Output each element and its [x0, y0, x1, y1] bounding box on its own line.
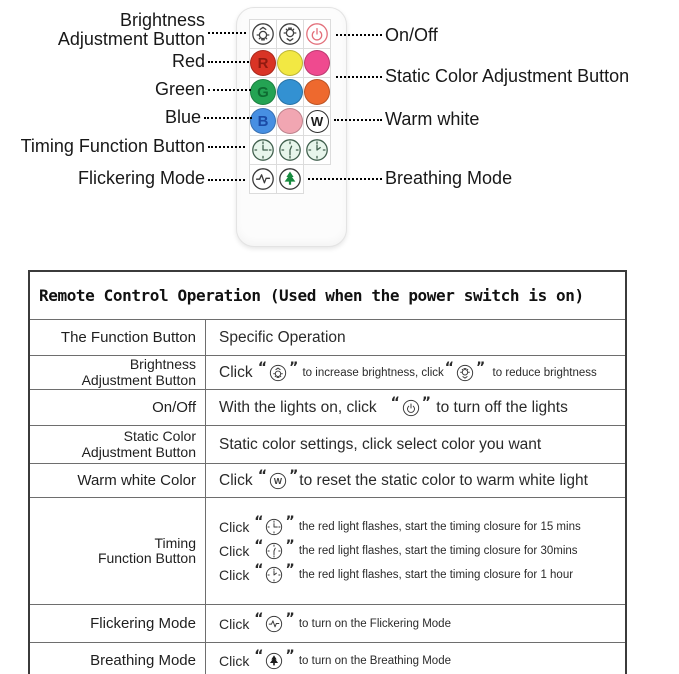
operation-line — [219, 433, 625, 457]
operation-text: Click — [219, 471, 257, 489]
operation-cell — [205, 464, 625, 497]
operation-line — [219, 469, 625, 493]
remote-button-pink — [276, 106, 304, 136]
operation-text: the red light flashes, start the timing closure for 30mins — [295, 545, 578, 557]
quote-mark: ” — [285, 514, 295, 530]
connector-blue — [204, 117, 252, 119]
table-row-breathing — [30, 642, 625, 674]
operation-text: Click — [219, 543, 254, 559]
annotation-breathing — [385, 169, 512, 188]
button-letter: R — [257, 54, 269, 72]
operation-line — [219, 539, 625, 563]
operation-text: With the lights on, click — [219, 398, 390, 416]
connector-onoff — [336, 34, 382, 36]
function-label-line: Static Color — [123, 428, 196, 444]
function-cell — [30, 426, 205, 463]
quote-mark: ” — [421, 394, 431, 411]
remote-button-timer-30 — [276, 135, 304, 165]
operation-text: Click — [219, 615, 254, 632]
annotation-line: Blue — [164, 107, 201, 127]
pink-button-face — [277, 108, 303, 134]
remote-button-flicker — [249, 164, 277, 194]
operation-line — [219, 563, 625, 587]
operation-text: Click — [219, 567, 254, 583]
table-title: Remote Control Operation (Used when the power switch is on) — [39, 286, 584, 305]
operation-line — [219, 612, 625, 636]
operation-text: to reduce brightness — [486, 366, 597, 379]
quote-mark: “ — [257, 359, 268, 376]
operation-text: Static color settings, click select color you want — [219, 435, 542, 453]
clock-30-icon — [278, 138, 302, 162]
quote-mark: “ — [254, 514, 264, 530]
table-row-header — [30, 319, 625, 355]
quote-mark: “ — [254, 647, 264, 664]
annotation-flickering — [78, 169, 205, 188]
remote-button-orange — [303, 77, 331, 107]
quote-mark: “ — [254, 610, 264, 627]
operation-text: to increase brightness, click — [299, 366, 444, 379]
function-label-line: Flickering Mode — [90, 614, 196, 632]
remote-button-tree — [276, 164, 304, 194]
clock-15-icon — [251, 138, 275, 162]
function-label-line: On/Off — [152, 398, 196, 416]
function-cell — [30, 390, 205, 425]
function-label-line: The Function Button — [60, 328, 196, 346]
quote-mark: ” — [285, 647, 295, 664]
remote-button-timer-15 — [249, 135, 277, 165]
svg-text:W: W — [274, 475, 283, 486]
annotation-line: Timing Function Button — [20, 136, 205, 156]
function-cell — [30, 498, 205, 604]
function-label-line: Function Button — [97, 550, 196, 566]
annotation-line: Flickering Mode — [77, 168, 205, 188]
red-button-face — [250, 50, 276, 76]
quote-mark: “ — [444, 359, 454, 376]
quote-mark: ” — [285, 610, 295, 627]
operation-line — [219, 396, 625, 420]
remote-button-magenta — [303, 48, 331, 78]
quote-mark: ” — [289, 359, 299, 376]
annotation-timing — [21, 137, 205, 156]
operation-text: to reset the static color to warm white light — [299, 471, 588, 489]
magenta-button-face — [304, 50, 330, 76]
annotation-line: Adjustment Button — [57, 29, 205, 49]
brightness-up-icon — [251, 22, 275, 46]
function-label-line: Breathing Mode — [90, 651, 196, 669]
remote-body — [236, 7, 347, 247]
operation-cell — [205, 605, 625, 642]
brightness-up-icon — [269, 364, 287, 382]
remote-button-brightness-up — [249, 19, 277, 49]
annotation-blue — [165, 108, 201, 127]
brightness-down-icon — [456, 364, 474, 382]
quote-mark: “ — [257, 467, 268, 484]
power-icon — [305, 22, 329, 46]
operation-text: the red light flashes, start the timing closure for 15 mins — [295, 521, 581, 533]
tree-icon — [278, 167, 302, 191]
function-cell — [30, 320, 205, 355]
yellow-button-face — [277, 50, 303, 76]
flicker-icon — [251, 167, 275, 191]
annotation-line: Green — [154, 79, 205, 99]
annotation-brightness — [58, 11, 205, 49]
annotation-line: Brightness — [119, 10, 205, 30]
quote-mark: “ — [390, 394, 400, 411]
function-cell — [30, 605, 205, 642]
function-cell — [30, 356, 205, 389]
flicker-icon — [265, 615, 283, 633]
connector-red — [208, 61, 249, 63]
connector-flickering — [208, 179, 245, 181]
function-cell — [30, 464, 205, 497]
operation-cell — [205, 390, 625, 425]
annotation-onoff — [385, 26, 438, 45]
function-cell — [30, 643, 205, 674]
operation-line — [219, 361, 625, 385]
quote-mark: “ — [254, 538, 264, 554]
annotation-red — [172, 52, 205, 71]
function-label-line: Timing — [154, 534, 196, 551]
quote-mark: ” — [285, 562, 295, 578]
operation-text: the red light flashes, start the timing closure for 1 hour — [295, 569, 574, 581]
annotation-line: Static Color Adjustment Button — [385, 66, 630, 86]
table-row-static — [30, 425, 625, 463]
remote-button-brightness-down — [276, 19, 304, 49]
power-icon — [402, 399, 420, 417]
function-label-line: Adjustment Button — [81, 371, 196, 388]
operation-line — [219, 515, 625, 539]
quote-mark: ” — [289, 467, 299, 484]
clock-60-icon — [265, 566, 283, 584]
connector-warmwhite — [334, 119, 382, 121]
operation-cell — [205, 498, 625, 604]
green-button-face — [250, 79, 276, 105]
azure-button-face — [277, 79, 303, 105]
operation-cell — [205, 426, 625, 463]
button-letter: G — [257, 83, 269, 101]
operation-text: to turn off the lights — [431, 398, 568, 416]
connector-timing — [208, 146, 245, 148]
annotation-line: On/Off — [385, 25, 438, 45]
table-row-timing — [30, 497, 625, 604]
brightness-down-icon — [278, 22, 302, 46]
operation-text: to turn on the Breathing Mode — [295, 654, 451, 667]
connector-static — [336, 76, 382, 78]
warm-white-button-face — [306, 110, 329, 133]
operation-line — [219, 326, 625, 350]
tree-icon — [265, 652, 283, 670]
connector-green — [208, 89, 251, 91]
quote-mark: ” — [285, 538, 295, 554]
operation-text: Click — [219, 519, 254, 535]
function-label-line: Adjustment Button — [81, 443, 196, 460]
operation-table — [28, 270, 627, 674]
quote-mark: ” — [475, 359, 486, 376]
operation-line — [219, 649, 625, 673]
w-circle-icon — [269, 472, 287, 490]
remote-button-red — [249, 48, 277, 78]
operation-cell — [205, 643, 625, 674]
blue-button-face — [250, 108, 276, 134]
clock-15-icon — [265, 518, 283, 536]
remote-button-green — [249, 77, 277, 107]
annotation-warmwhite — [385, 110, 479, 129]
operation-text: to turn on the Flickering Mode — [295, 617, 451, 630]
quote-mark: “ — [254, 562, 264, 578]
remote-button-azure — [276, 77, 304, 107]
remote-button-yellow — [276, 48, 304, 78]
orange-button-face — [304, 79, 330, 105]
function-label-line: Warm white Color — [77, 471, 196, 489]
annotation-line: Breathing Mode — [385, 168, 513, 188]
table-row-brightness — [30, 355, 625, 389]
table-row-flickering — [30, 604, 625, 642]
connector-breathing — [308, 178, 382, 180]
operation-cell — [205, 356, 625, 389]
annotation-green — [155, 80, 205, 99]
annotation-line: Warm white — [385, 109, 480, 129]
operation-cell — [205, 320, 625, 355]
annotation-static — [385, 67, 629, 86]
annotation-line: Red — [171, 51, 205, 71]
clock-30-icon — [265, 542, 283, 560]
button-letter: B — [257, 112, 269, 130]
remote-button-warm-white — [303, 106, 331, 136]
remote-button-power — [303, 19, 331, 49]
operation-text: Click — [219, 363, 257, 381]
remote-button-blue — [249, 106, 277, 136]
remote-button-timer-60 — [303, 135, 331, 165]
connector-brightness — [208, 32, 246, 34]
function-label-line: Brightness — [129, 356, 196, 372]
button-letter: W — [310, 113, 324, 129]
table-row-onoff — [30, 389, 625, 425]
clock-60-icon — [305, 138, 329, 162]
operation-text: Specific Operation — [219, 328, 346, 346]
operation-text: Click — [219, 652, 254, 669]
table-row-warm — [30, 463, 625, 497]
